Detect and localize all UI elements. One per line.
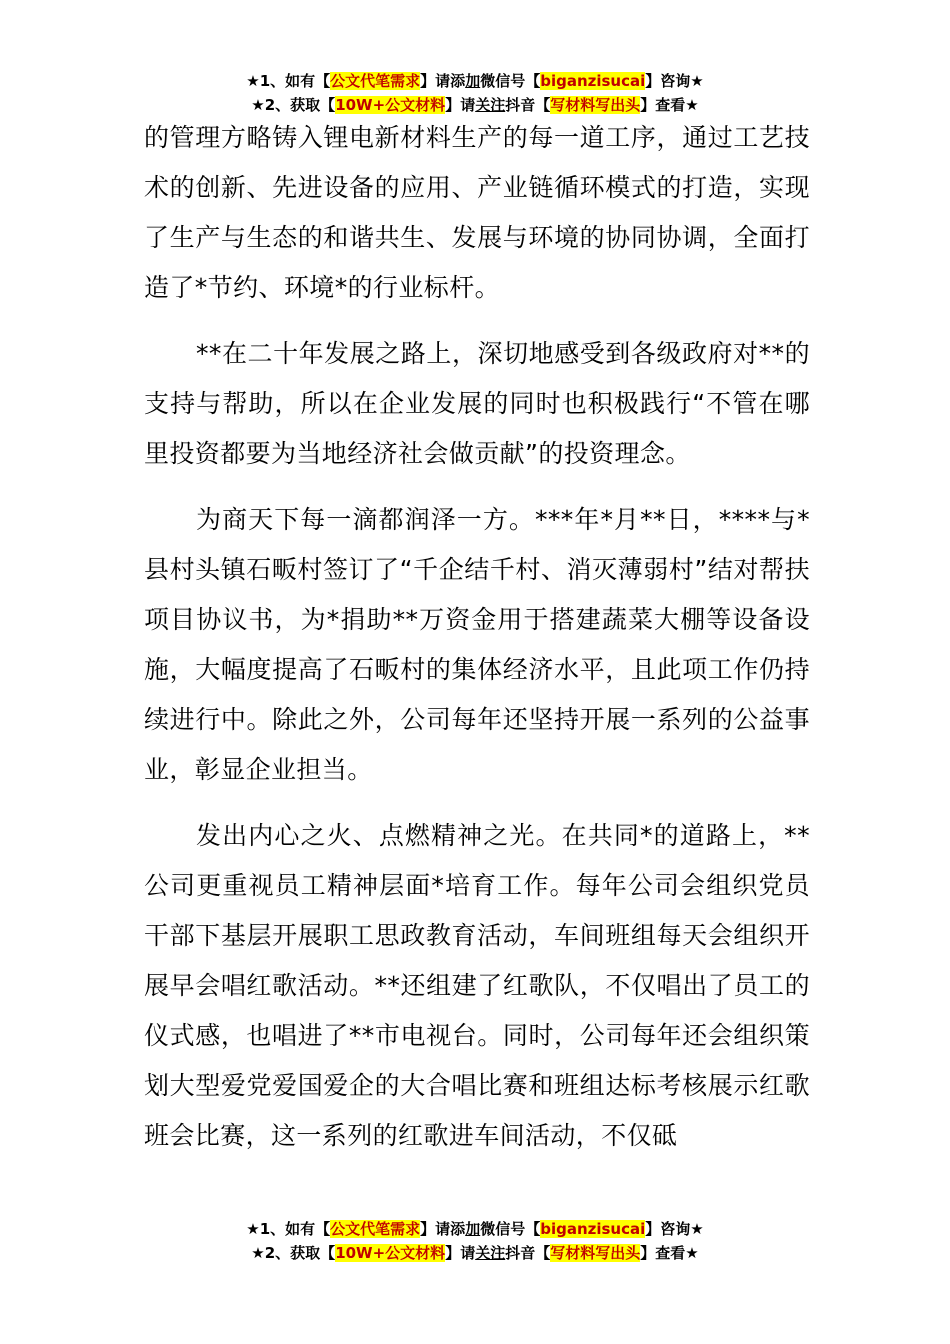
banner-emphasis: 加 (465, 1220, 481, 1238)
banner-text: 】咨询★ (645, 1220, 704, 1238)
banner-highlight-douyin: 写材料写出头 (550, 96, 641, 114)
banner-text: ★1、如有【 (246, 1220, 331, 1238)
header-banner (0, 69, 950, 117)
banner-text: 】请添 (420, 1220, 466, 1238)
banner-line-1 (0, 1217, 950, 1241)
banner-highlight-service: 公文代笔需求 (330, 1220, 421, 1238)
banner-line-2 (0, 1241, 950, 1265)
footer-banner (0, 1217, 950, 1265)
banner-highlight-douyin: 写材料写出头 (550, 1244, 641, 1262)
banner-text: 】请添 (420, 72, 466, 90)
banner-text: 】查看★ (640, 1244, 699, 1262)
banner-highlight-service: 公文代笔需求 (330, 72, 421, 90)
banner-text: 】咨询★ (645, 72, 704, 90)
banner-text: 】查看★ (640, 96, 699, 114)
banner-emphasis: 加 (465, 72, 481, 90)
banner-emphasis: 关注 (475, 96, 506, 114)
paragraph-4: 发出内心之火、点燃精神之光。在共同*的道路上，**公司更重视员工精神层面*培育工作。每年公司会组织党员干部下基层开展职工思政教育活动，车间班组每天会组织开展早会唱红歌活动。**还组建了红歌队，不仅唱出了员工的仪式感，也唱进了**市电视台。同时，公司每年还会组织策划大型爱党爱国爱企的大合唱比赛和班组达标考核展示红歌班会比赛，这一系列的红歌进车间活动，不仅砥 (144, 821, 810, 1150)
banner-emphasis: 关注 (475, 1244, 506, 1262)
banner-text: 】请 (445, 96, 476, 114)
banner-highlight-wechat-id: biganzisucai (540, 1220, 646, 1238)
paragraph-1: 的管理方略铸入锂电新材料生产的每一道工序，通过工艺技术的创新、先进设备的应用、产业链循环模式的打造，实现了生产与生态的和谐共生、发展与环境的协同协调，全面打造了*节约、环境*的行业标杆。 (144, 123, 810, 302)
banner-text: 抖音【 (505, 1244, 551, 1262)
banner-highlight-materials: 10W+公文材料 (335, 1244, 446, 1262)
banner-text: 微信号【 (480, 72, 541, 90)
banner-text: ★2、获取【 (251, 1244, 336, 1262)
banner-text: 微信号【 (480, 1220, 541, 1238)
banner-text: ★1、如有【 (246, 72, 331, 90)
document-body (144, 113, 810, 1177)
banner-text: ★2、获取【 (251, 96, 336, 114)
paragraph-3: 为商天下每一滴都润泽一方。***年*月**日，****与*县村头镇石畈村签订了“千企结千村、消灭薄弱村”结对帮扶项目协议书，为*捐助**万资金用于搭建蔬菜大棚等设备设施，大幅度提高了石畈村的集体经济水平，且此项工作仍持续进行中。除此之外，公司每年还坚持开展一系列的公益事业，彰显企业担当。 (144, 505, 810, 784)
banner-text: 抖音【 (505, 96, 551, 114)
paragraph-2: **在二十年发展之路上，深切地感受到各级政府对**的支持与帮助，所以在企业发展的同时也积极践行“不管在哪里投资都要为当地经济社会做贡献”的投资理念。 (144, 339, 810, 468)
banner-highlight-wechat-id: biganzisucai (540, 72, 646, 90)
banner-text: 】请 (445, 1244, 476, 1262)
banner-highlight-materials: 10W+公文材料 (335, 96, 446, 114)
banner-line-1 (0, 69, 950, 93)
